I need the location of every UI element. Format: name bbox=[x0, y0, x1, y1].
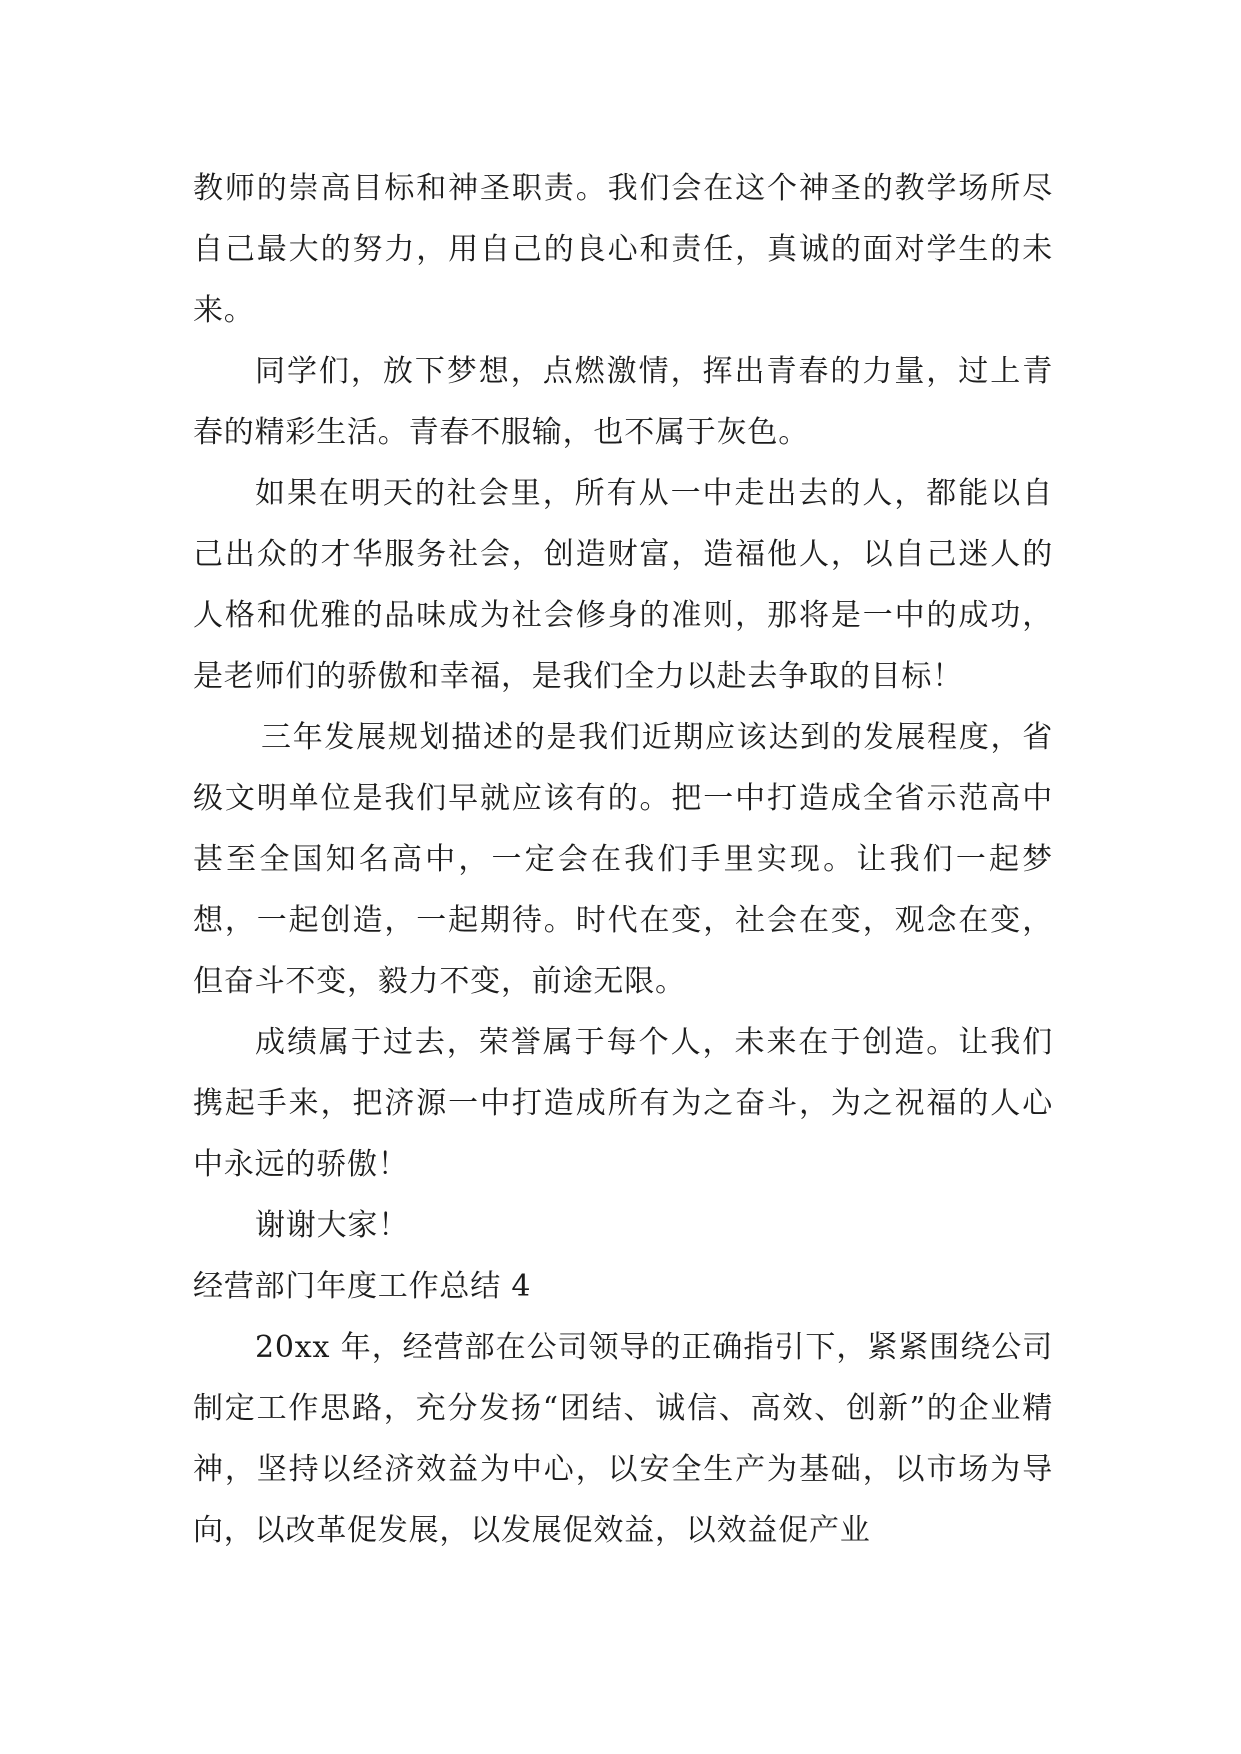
paragraph-thanks: 谢谢大家！ bbox=[255, 1208, 409, 1243]
document-body bbox=[193, 158, 1053, 1561]
paragraph-three-year-plan: 三年发展规划描述的是我们近期应该达到的发展程度，省级文明单位是我们早就应该有的。把一中打造成全省示范高中甚至全国知名高中，一定会在我们手里实现。让我们一起梦想，一起创造，一起期待。时代在变，社会在变，观念在变，但奋斗不变，毅力不变，前途无限。 bbox=[193, 720, 1053, 999]
paragraph-achievements: 成绩属于过去，荣誉属于每个人，未来在于创造。让我们携起手来，把济源一中打造成所有为之奋斗，为之祝福的人心中永远的骄傲！ bbox=[193, 1025, 1053, 1182]
paragraph-future-society: 如果在明天的社会里，所有从一中走出去的人，都能以自己出众的才华服务社会，创造财富，造福他人，以自己迷人的人格和优雅的品味成为社会修身的准则，那将是一中的成功，是老师们的骄傲和幸福，是我们全力以赴去争取的目标！ bbox=[193, 476, 1053, 694]
paragraph-continuation: 教师的崇高目标和神圣职责。我们会在这个神圣的教学场所尽自己最大的努力，用自己的良心和责任，真诚的面对学生的未来。 bbox=[193, 171, 1053, 328]
paragraph-students: 同学们，放下梦想，点燃激情，挥出青春的力量，过上青春的精彩生活。青春不服输，也不属于灰色。 bbox=[193, 354, 1053, 450]
paragraph-business-summary: 20xx 年，经营部在公司领导的正确指引下，紧紧围绕公司制定工作思路，充分发扬“团结、诚信、高效、创新”的企业精神，坚持以经济效益为中心，以安全生产为基础，以市场为导向，以改革促发展，以发展促效益，以效益促产业 bbox=[193, 1330, 1053, 1548]
section-heading: 经营部门年度工作总结 4 bbox=[193, 1269, 532, 1304]
